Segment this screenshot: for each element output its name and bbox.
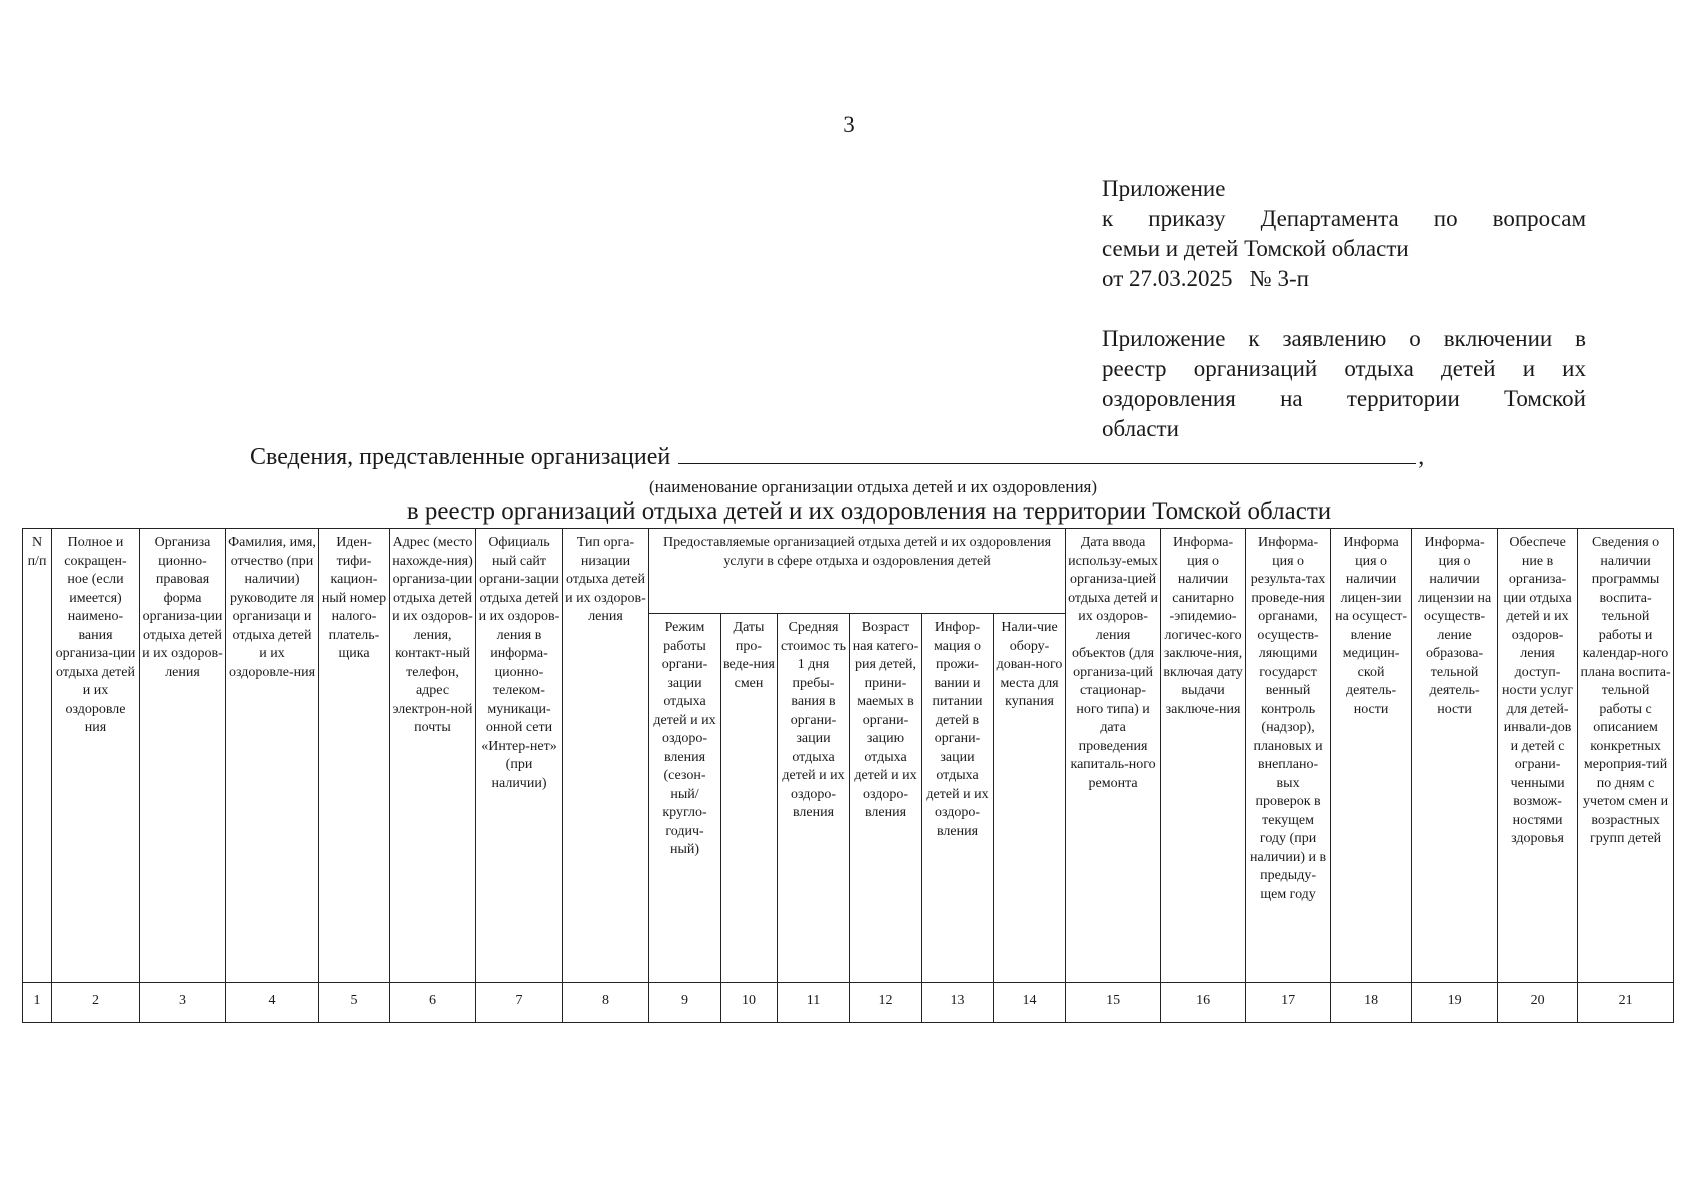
approval-line-2: семьи и детей Томской области [1102,236,1409,261]
column-number: 18 [1331,983,1412,1023]
col-header-13: Инфор-мация о прожи-вании и питании детей в органи-зации отдыха детей и их оздоро-вления [922,614,994,983]
page-number: 3 [843,112,855,137]
col-header-21: Сведения о наличии программы воспита-тельной работы и календар-ного плана воспита-тельной работы с описанием конкретных мероприя-тий по дням с учетом смен и возрастных групп детей [1578,529,1674,983]
col-header-20: Обеспече ние в организа-ции отдыха детей и их оздоров-ления доступ-ности услуг для детей-инвали-дов и детей с ограни-ченными возмож-ностями здоровья [1498,529,1578,983]
column-number: 5 [319,983,390,1023]
col-header-3: Организа ционно-правовая форма организа-ции отдыха детей и их оздоров-ления [140,529,226,983]
registry-table [22,528,1674,1023]
column-number: 11 [778,983,850,1023]
col-header-10: Даты про-веде-ния смен [721,614,778,983]
column-number: 20 [1498,983,1578,1023]
intro-text: Сведения, представленные организацией [250,444,671,470]
col-header-5: Иден-тифи-кацион-ный номер налого-платель-щика [319,529,390,983]
column-number: 6 [390,983,476,1023]
col-header-18: Информа ция о наличии лицен-зии на осущест-вление медицин-ской деятель-ности [1331,529,1412,983]
column-number: 17 [1246,983,1331,1023]
col-header-6: Адрес (место нахожде-ния) организа-ции отдыха детей и их оздоров-ления, контакт-ный телефон, адрес электрон-ной почты [390,529,476,983]
column-number-row [23,983,1674,1023]
col-header-14: Нали-чие обору-дован-ного места для купания [994,614,1066,983]
column-number: 4 [226,983,319,1023]
col-header-11: Средняя стоимос ть 1 дня пребы-вания в органи-зации отдыха детей и их оздоро-вления [778,614,850,983]
col-header-8: Тип орга-низации отдыха детей и их оздоров-ления [563,529,649,983]
col-header-19: Информа-ция о наличии лицензии на осуществ-ление образова-тельной деятель-ности [1412,529,1498,983]
col-header-12: Возраст ная катего-рия детей, прини-маемых в органи-зацию отдыха детей и их оздоро-вления [850,614,922,983]
approval-block [1102,174,1586,294]
application-note-line-2: реестр организаций отдыха детей и их [1102,356,1586,381]
column-number: 16 [1161,983,1246,1023]
column-number: 13 [922,983,994,1023]
col-header-16: Информа-ция о наличии санитарно -эпидемио-логичес-кого заключе-ния, включая дату выдачи заключе-ния [1161,529,1246,983]
col-header-17: Информа-ция о результа-тах проведе-ния органами, осуществ-ляющими государст венный контроль (надзор), плановых и внеплано-вых проверок в текущем году (при наличии) и в предыду-щем году [1246,529,1331,983]
column-number: 14 [994,983,1066,1023]
application-note-line-1: Приложение к заявлению о включении в [1102,326,1586,351]
application-note-line-3: оздоровления на территории Томской [1102,386,1586,411]
column-number: 19 [1412,983,1498,1023]
column-number: 2 [52,983,140,1023]
application-note-line-4: области [1102,416,1179,441]
col-header-1: N п/п [23,529,52,983]
intro-suffix: , [1418,444,1425,470]
column-number: 12 [850,983,922,1023]
col-header-2: Полное и сокращен-ное (если имеется) наимено-вания организа-ции отдыха детей и их оздоровле ния [52,529,140,983]
approval-title: Приложение [1102,176,1226,201]
services-group-header: Предоставляемые организацией отдыха детей и их оздоровления услуги в сфере отдыха и оздоровления детей [649,529,1066,614]
column-number: 21 [1578,983,1674,1023]
col-header-4: Фамилия, имя, отчество (при наличии) руководите ля организаци и отдыха детей и их оздоровле-ния [226,529,319,983]
column-number: 1 [23,983,52,1023]
col-header-15: Дата ввода использу-емых организа-цией отдыха детей и их оздоров-ления объектов (для организа-ций стационар-ного типа) и дата проведения капиталь-ного ремонта [1066,529,1161,983]
approval-date-number: от 27.03.2025 № 3-п [1102,266,1309,291]
col-header-7: Официаль ный сайт органи-зации отдыха детей и их оздоров-ления в информа-ционно-телеком-муникаци-онной сети «Интер-нет» (при наличии) [476,529,563,983]
col-header-9: Режим работы органи-зации отдыха детей и их оздоро-вления (сезон-ный/ кругло-годич-ный) [649,614,721,983]
column-number: 8 [563,983,649,1023]
approval-line-1: к приказу Департамента по вопросам [1102,206,1586,231]
application-note-block [1102,324,1586,444]
column-number: 10 [721,983,778,1023]
organization-name-blank[interactable] [678,443,1416,464]
column-number: 9 [649,983,721,1023]
column-number: 7 [476,983,563,1023]
registry-title: в реестр организаций отдыха детей и их оздоровления на территории Томской области [406,498,1332,525]
intro-line [250,443,1424,471]
column-number: 15 [1066,983,1161,1023]
organization-name-hint: (наименование организации отдыха детей и их оздоровления) [648,477,1098,496]
column-number: 3 [140,983,226,1023]
